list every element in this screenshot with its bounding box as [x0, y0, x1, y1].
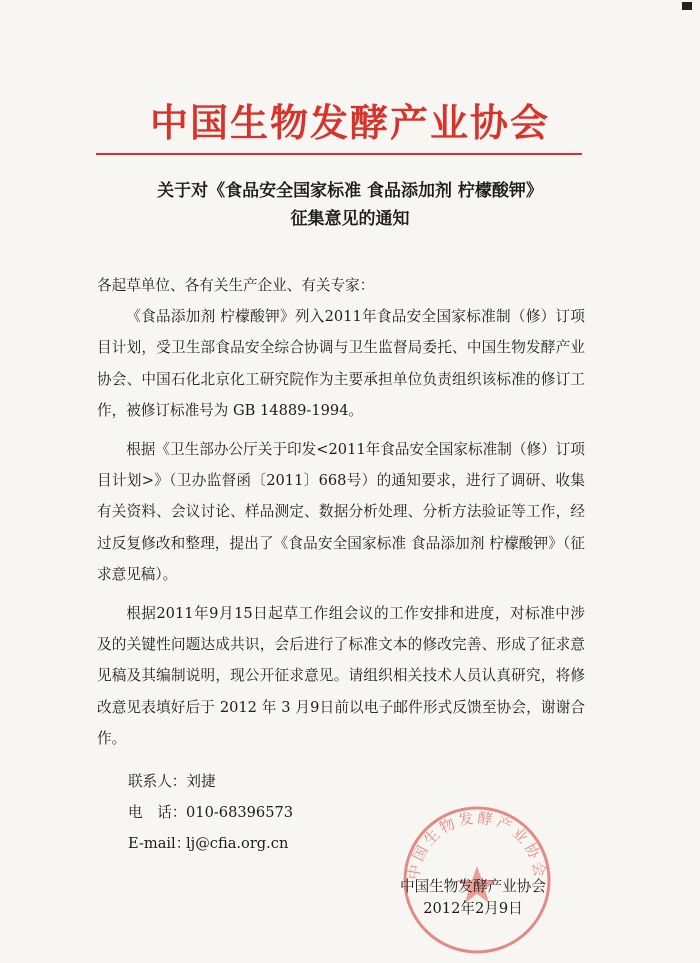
letterhead-organization: 中国生物发酵产业协会 — [149, 100, 550, 145]
contact-block — [128, 766, 293, 859]
paragraph-2: 根据《卫生部办公厅关于印发<2011年食品安全国家标准制（修）订项目计划>》（卫办监督函〔2011〕668号）的通知要求，进行了调研、收集有关资料、会议讨论、样品测定、数据分析处理、分析方法验证等工作，经过反复修改和整理，提出了《食品安全国家标准 食品添加剂 柠檬酸钾》（征求意见稿）。 — [97, 441, 585, 583]
paragraph-1: 《食品添加剂 柠檬酸钾》列入2011年食品安全国家标准制（修）订项目计划，受卫生部食品安全综合协调与卫生监督局委托、中国生物发酵产业协会、中国石化北京化工研究院作为主要承担单位负责组织该标准的修订工作，被修订标准号为 GB 14889-1994。 — [97, 308, 585, 419]
contact-phone: 010-68396573 — [186, 804, 294, 821]
contact-person: 刘捷 — [186, 773, 216, 790]
notice-title-line-2: 征集意见的通知 — [290, 209, 410, 229]
letterhead-red-rule — [96, 153, 582, 155]
notice-title-line-1: 关于对《食品安全国家标准 食品添加剂 柠檬酸钾》 — [157, 181, 543, 201]
notice-title — [0, 177, 700, 233]
seal-text: 中国生物发酵产业协会 — [404, 808, 550, 882]
paragraph-3: 根据2011年9月15日起草工作组会议的工作安排和进度，对标准中涉及的关键性问题达成共识，会后进行了标准文本的修改完善、形成了征求意见稿及其编制说明，现公开征求意见。请组织相关技术人员认真研究，将修改意见表填好后于 2012 年 3 月9日前以电子邮件形式反馈至协会，谢谢合作。 — [97, 605, 585, 747]
contact-person-row — [128, 766, 293, 797]
contact-email: lj@cfia.org.cn — [186, 835, 289, 852]
scan-corner-mark — [682, 2, 692, 10]
contact-email-row — [128, 828, 293, 859]
salutation: 各起草单位、各有关生产企业、有关专家： — [97, 277, 375, 294]
contact-phone-label: 电 话： — [128, 804, 187, 821]
contact-email-label: E-mail： — [128, 835, 191, 852]
signature-block — [400, 876, 546, 920]
contact-person-label: 联系人： — [128, 773, 187, 790]
signature-organization: 中国生物发酵产业协会 — [400, 878, 546, 895]
contact-phone-row — [128, 797, 293, 828]
notice-body — [97, 270, 585, 754]
signature-date: 2012年2月9日 — [423, 900, 523, 917]
